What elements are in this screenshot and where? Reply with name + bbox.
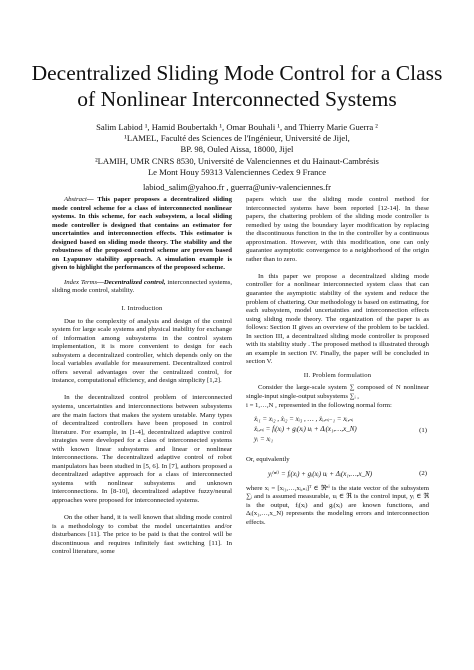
problem-paragraph-1a: Consider the large-scale system ∑ composed of N nonlinear single-input single-output subsystems ∑ᵢ , (246, 384, 429, 400)
affiliation-1-line-2: BP. 98, Ouled Aissa, 18000, Jijel (180, 144, 294, 155)
section-heading-problem-formulation: II. Problem formulation (303, 371, 372, 379)
abstract-text: — This paper proposes a decentralized sliding mode control scheme for a class of interconnected nonlinear systems. In this scheme, for each subsystem, a local sliding mode controller is designed that contains an estimator for uncertainties and interconnection effects. This estimator is designed based on sliding mode theory. The stability and the robustness of the proposed control scheme are proven based on Lyapunov stability approach. A simulation example is given to highlight the performances of the proposed scheme. (52, 196, 232, 272)
title-line-2: of Nonlinear Interconnected Systems (77, 87, 397, 111)
equation-2 (246, 467, 429, 483)
author-emails: labiod_salim@yahoo.fr , guerra@univ-valenciennes.fr (143, 182, 331, 193)
index-terms (52, 279, 232, 296)
equation-1-line-3: yᵢ = xᵢ₁ (254, 434, 274, 443)
right-paragraph-1: papers which use the sliding mode control method for interconnected systems have been reported [12-14]. In these papers, the chattering problem of the sliding mode controller is remedied by using the boundary layer modification by replacing the discontinuous function in the in the controller by a continuous approximation. However, with this modification, one can only guarantee asymptotic convergence to a neighborhood of the origin rather than to zero. (246, 196, 429, 263)
affiliation-1-line-1: ¹LAMEL, Faculté des Sciences de l'Ingénieur, Université de Jijel, (124, 133, 350, 144)
affiliation-2-line-1: ²LAMIH, UMR CNRS 8530, Université de Valenciennes et du Hainaut-Cambrésis (95, 155, 379, 166)
left-column (52, 196, 232, 557)
equation-1 (246, 413, 429, 453)
index-terms-lead: Index Terms (64, 278, 98, 286)
problem-paragraph-1b: i = 1,…,N , represented in the following normal form: (246, 401, 392, 409)
intro-paragraph-2: In the decentralized control problem of interconnected systems, uncertainties and interconnections between subsystems are the main factors that makes the system unstable. Many types of decentralized controllers have been proposed in control literature. For example, in [1-4], decentralized adaptive control strategies were developed for a class of interconnected systems with known linear subsystems and linear or nonlinear interconnections. The decentralized adaptive control of robot manipulators has been studied in [5, 6]. In [7], authors proposed a decentralized adaptive approach for a class of interconnected systems with nonlinear subsystems and unknown interconnections. In [8-10], decentralized adaptive fuzzy/neural approaches were proposed for interconnected systems. (52, 394, 232, 504)
problem-paragraph-2: where xᵢ = [xᵢ₁,…,xᵢ,ₙᵢ]ᵀ ∈ ℜⁿⁱ is the state vector of the subsystem ∑ᵢ and is assumed measurable, uᵢ ∈ ℜ is the control input, yᵢ ∈ ℜ is the output, fᵢ(xᵢ) and gᵢ(xᵢ) are known functions, and Δᵢ(x₁,…,x_N) represents the modeling errors and interconnection effects. (246, 484, 429, 526)
authors-line: Salim Labiod ¹, Hamid Boubertakh ¹, Omar Bouhali ¹, and Thierry Marie Guerra ² (96, 122, 378, 132)
title-line-1: Decentralized Sliding Mode Control for a Class (31, 61, 443, 85)
paper-title (20, 60, 454, 112)
abstract-lead: Abstract (64, 196, 87, 203)
intro-paragraph-1: Due to the complexity of analysis and design of the control system for large scale systems and physical inability for exchange of information among subsystems in the control system implementation, it is more convenient to design for each subsystem a decentralized controller, which depends only on the local variables available for measurement. Decentralized control offers several advantages over the centralized control, for instance, computational efficiency, and design simplicity [1,2]. (52, 317, 232, 385)
equation-1-line-1: ẋᵢ₁ = xᵢ₂ , ẋᵢ₂ = xᵢ₃ , … , ẋᵢ,ₙᵢ₋₁ = xᵢ,ₙᵢ (254, 415, 354, 424)
or-equivalently: Or, equivalently (246, 456, 290, 464)
abstract (52, 196, 232, 273)
affiliation-2-line-2: Le Mont Houy 59313 Valenciennes Cedex 9 France (147, 166, 327, 177)
index-terms-rest: interconnected systems, sliding mode control, stability. (52, 278, 233, 295)
equation-2-body: yᵢ⁽ⁿⁱ⁾ = fᵢ(xᵢ) + gᵢ(xᵢ) uᵢ + Δᵢ(x₁,…,x_N) (268, 469, 373, 478)
equation-2-number: (2) (419, 469, 427, 477)
equation-1-number: (1) (419, 427, 427, 435)
intro-paragraph-3: On the other hand, it is well known that sliding mode control is a methodology to combat the model uncertainties and/or disturbances [11]. The price to be paid is that the control will be discontinuous and requires infinitely fast switching [11]. In control literature, some (52, 514, 232, 556)
equation-1-line-2: ẋᵢ,ₙᵢ = fᵢ(xᵢ) + gᵢ(xᵢ) uᵢ + Δᵢ(x₁,…,x_N) (254, 424, 357, 433)
right-column (246, 196, 429, 527)
index-terms-first: —Decentralized control, (97, 278, 166, 286)
author-block (30, 122, 444, 193)
section-heading-introduction: I. Introduction (121, 305, 163, 313)
equation-1-body (254, 415, 357, 444)
right-paragraph-2: In this paper we propose a decentralized sliding mode controller for a nonlinear interconnected system class that can guarantee the asymptotic stability of the system and reduce the problem of chattering. Our methodology is based on estimating, for each subsystem, model uncertainties and interconnection effects using sliding mode theory. The organization of the paper is as follows: Section II gives an overview of the problem to be tackled. In section III, a decentralized sliding mode controller is proposed with its stability study . The proposed method is illustrated through an example in section IV. Finally, the paper will be concluded in section V. (246, 272, 429, 366)
